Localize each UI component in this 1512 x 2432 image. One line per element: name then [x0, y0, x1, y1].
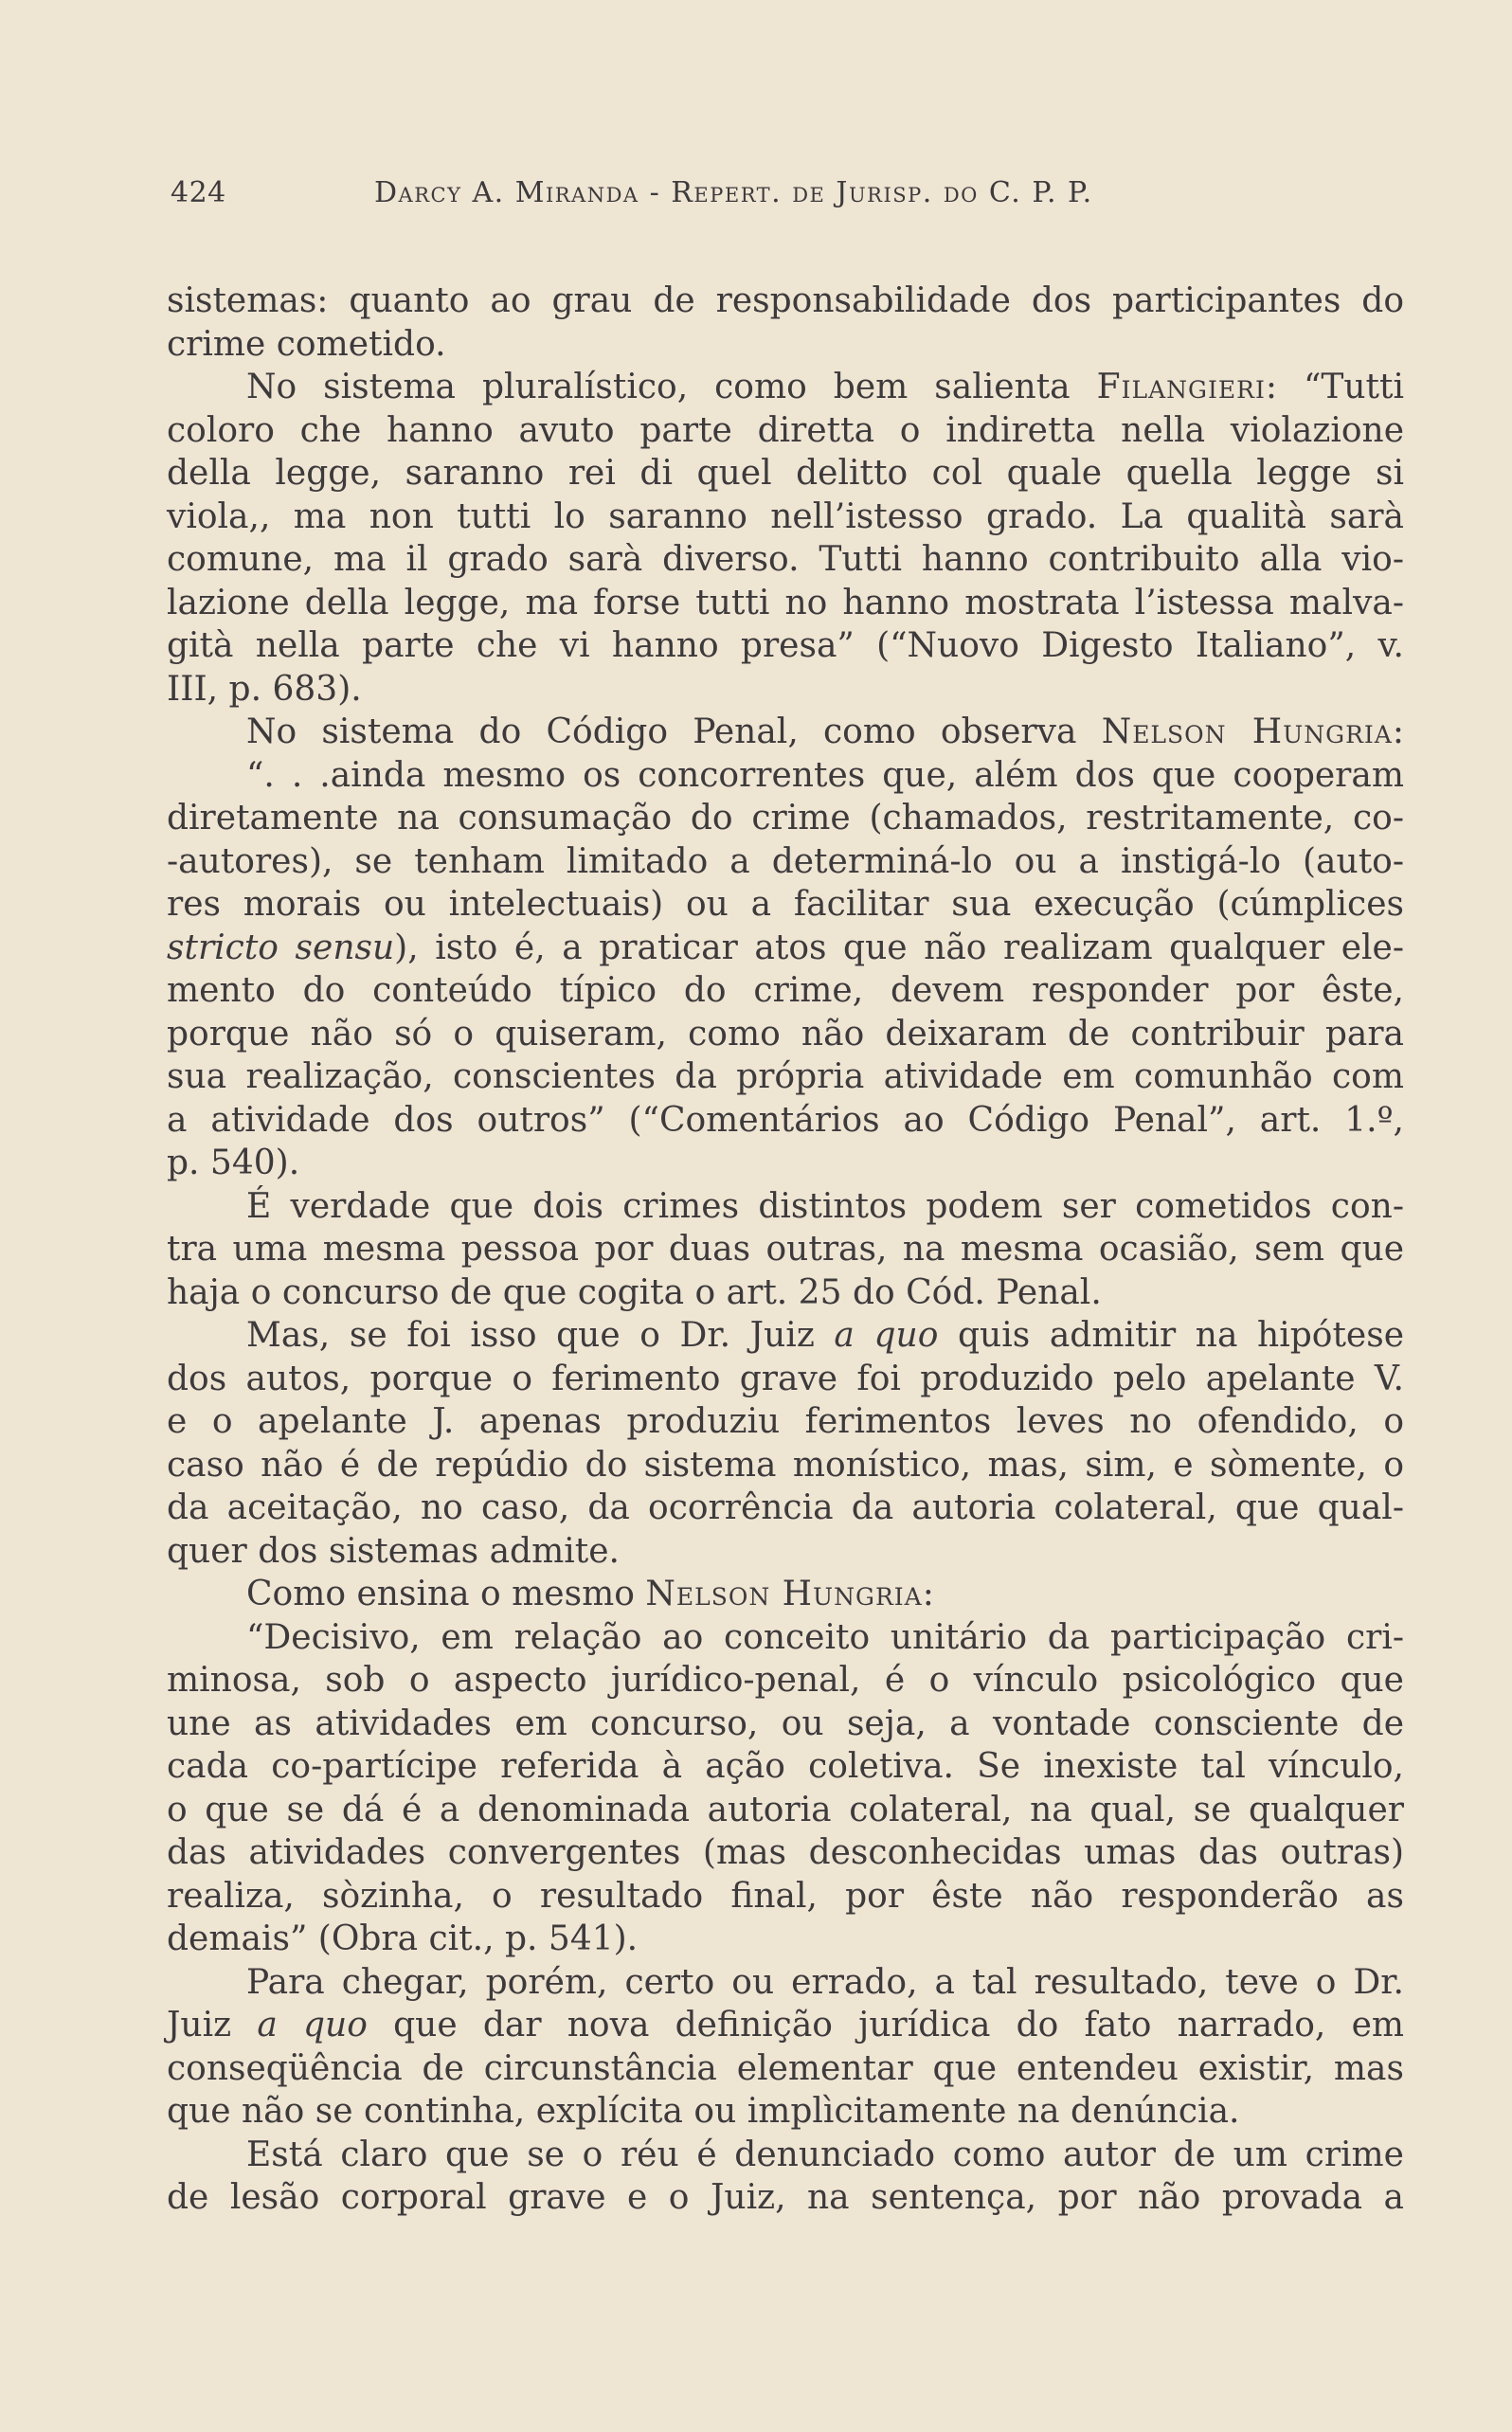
text-line: realiza, sòzinha, o resultado final, por êste não responderão as	[167, 1876, 1404, 1916]
text-line: No sistema do Código Penal, como observa Nelson Hungria:	[246, 712, 1404, 751]
text-line: diretamente na consumação do crime (chamados, restritamente, co-	[167, 799, 1404, 838]
latin-term: stricto sensu	[167, 928, 395, 967]
text-line: a atividade dos outros” (“Comentários ao Código Penal”, art. 1.º,	[167, 1100, 1404, 1140]
text-line: lazione della legge, ma forse tutti no hanno mostrata l’istessa malva-	[167, 583, 1404, 622]
text-line: une as atividades em concurso, ou seja, a vontade consciente de	[167, 1703, 1404, 1743]
text-line: porque não só o quiseram, como não deixaram de contribuir para	[167, 1014, 1404, 1054]
text-line: -autores), se tenham limitado a determiná-lo ou a instigá-lo (auto-	[167, 841, 1404, 881]
text-line: que não se continha, explícita ou implìcitamente na denúncia.	[167, 2092, 1240, 2131]
text-line: quer dos sistemas admite.	[167, 1531, 620, 1571]
text-line: dos autos, porque o ferimento grave foi produzido pelo apelante V.	[167, 1359, 1404, 1398]
text-line: “Decisivo, em relação ao conceito unitário da participação cri-	[246, 1617, 1404, 1657]
text-line: sua realização, conscientes da própria atividade em comunhão com	[167, 1057, 1404, 1096]
latin-term: a quo	[834, 1316, 939, 1355]
text-line: da aceitação, no caso, da ocorrência da autoria colateral, que qual-	[167, 1488, 1404, 1527]
text-line: tra uma mesma pessoa por duas outras, na mesma ocasião, sem que	[167, 1230, 1404, 1269]
author-name: Filangieri	[1096, 368, 1266, 406]
text-line: Mas, se foi isso que o Dr. Juiz a quo quis admitir na hipótese	[246, 1316, 1405, 1355]
text-line: demais” (Obra cit., p. 541).	[167, 1919, 639, 1958]
text-line: das atividades convergentes (mas desconhecidas umas das outras)	[167, 1833, 1404, 1872]
text-line: Para chegar, porém, certo ou errado, a tal resultado, teve o Dr.	[246, 1962, 1404, 2002]
text-line: viola,, ma non tutti lo saranno nell’istesso grado. La qualità sarà	[167, 496, 1404, 536]
text-line: No sistema pluralístico, como bem salienta Filangieri: “Tutti	[246, 368, 1404, 406]
text-line: crime cometido.	[167, 324, 446, 364]
text-line: p. 540).	[167, 1144, 300, 1182]
text-line: comune, ma il grado sarà diverso. Tutti hanno contribuito alla vio-	[167, 540, 1404, 579]
text-line: conseqüência de circunstância elementar que entendeu existir, mas	[167, 2048, 1404, 2088]
text-line: cada co-partícipe referida à ação coletiva. Se inexiste tal vínculo,	[167, 1747, 1404, 1786]
text-line: de lesão corporal grave e o Juiz, na sentença, por não provada a	[167, 2178, 1404, 2217]
text-line: caso não é de repúdio do sistema monístico, mas, sim, e sòmente, o	[167, 1445, 1404, 1485]
text-line: mento do conteúdo típico do crime, devem responder por êste,	[167, 971, 1404, 1010]
author-name: Nelson Hungria	[1101, 712, 1393, 751]
text-line: Está claro que se o réu é denunciado como autor de um crime	[246, 2135, 1404, 2174]
text-line: gità nella parte che vi hanno presa” (“Nuovo Digesto Italiano”, v.	[167, 626, 1404, 665]
text-line: Juiz a quo que dar nova definição jurídica do fato narrado, em	[167, 2006, 1405, 2045]
text-line: minosa, sob o aspecto jurídico-penal, é o vínculo psicológico que	[167, 1661, 1404, 1700]
text-line: coloro che hanno avuto parte diretta o indiretta nella violazione	[167, 410, 1404, 450]
body-text	[167, 279, 1404, 2220]
page-number: 424	[171, 176, 226, 209]
latin-term: a quo	[257, 2006, 368, 2045]
author-name: Nelson Hungria	[645, 1575, 923, 1613]
running-head: Darcy A. Miranda - Repert. de Jurisp. do C. P. P.	[374, 176, 1093, 209]
text-line: res morais ou intelectuais) ou a facilitar sua execução (cúmplices	[167, 885, 1404, 924]
text-line: haja o concurso de que cogita o art. 25 do Cód. Penal.	[167, 1272, 1102, 1312]
page-header	[171, 176, 1093, 209]
text-line: stricto sensu), isto é, a praticar atos que não realizam qualquer ele-	[167, 928, 1404, 967]
text-line: “. . .ainda mesmo os concorrentes que, além dos que cooperam	[246, 755, 1404, 795]
text-line: o que se dá é a denominada autoria colateral, na qual, se qualquer	[167, 1790, 1404, 1829]
text-line: É verdade que dois crimes distintos podem ser cometidos con-	[246, 1186, 1404, 1226]
text-line: Como ensina o mesmo Nelson Hungria:	[246, 1575, 934, 1613]
text-line: III, p. 683).	[167, 669, 362, 709]
text-line: della legge, saranno rei di quel delitto col quale quella legge si	[167, 454, 1404, 493]
text-line: e o apelante J. apenas produziu ferimentos leves no ofendido, o	[167, 1402, 1404, 1441]
text-line: sistemas: quanto ao grau de responsabilidade dos participantes do	[167, 281, 1404, 320]
